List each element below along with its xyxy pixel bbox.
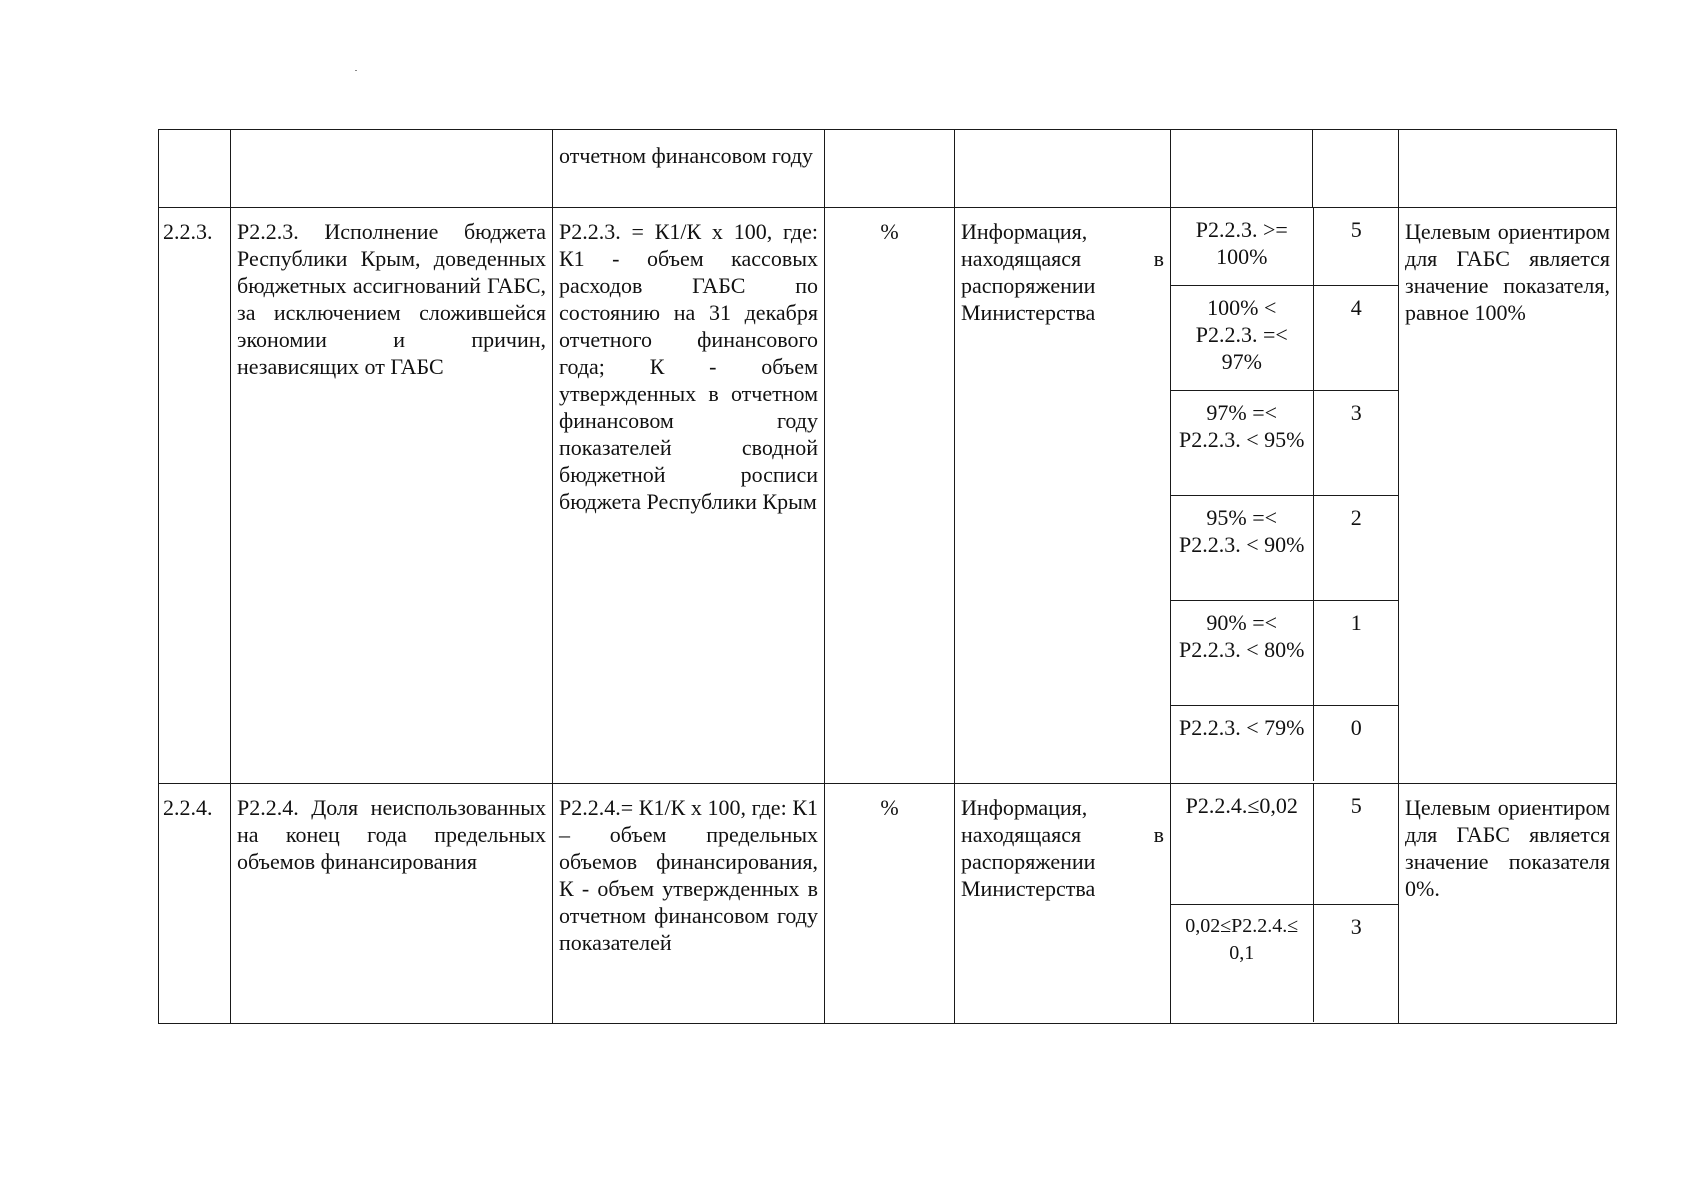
criteria-row <box>1171 495 1399 600</box>
criteria-condition: 90% =< Р2.2.3. < 80% <box>1171 600 1313 705</box>
target-cell <box>1399 784 1617 1024</box>
criteria-table <box>1171 208 1399 781</box>
criteria-cell <box>1171 784 1399 1024</box>
continuation-score-cell <box>1313 130 1399 208</box>
criteria-score: 0 <box>1350 714 1362 740</box>
criteria-score: 3 <box>1313 390 1399 495</box>
indicator-row <box>159 208 1617 784</box>
continuation-name-cell <box>231 130 553 208</box>
source-cell <box>955 208 1171 784</box>
row-number-cell <box>159 784 231 1024</box>
continuation-criteria-cell <box>1171 130 1313 208</box>
continuation-source-cell <box>955 130 1171 208</box>
continuation-num-cell <box>159 130 231 208</box>
criteria-row <box>1171 390 1399 495</box>
row-number-cell <box>159 208 231 784</box>
criteria-row <box>1171 208 1399 285</box>
continuation-unit-cell <box>825 130 955 208</box>
criteria-row <box>1171 705 1399 781</box>
criteria-row <box>1171 784 1399 904</box>
indicator-target: Целевым ориентиром для ГАБС является значение показателя, равное 100% <box>1405 219 1610 325</box>
indicator-name-cell <box>231 208 553 784</box>
indicator-name: Р2.2.4. Доля неиспользованных на конец года предельных объемов финансирования <box>237 795 546 874</box>
row-number: 2.2.4. <box>163 795 213 820</box>
criteria-condition: 95% =< Р2.2.3. < 90% <box>1171 495 1313 600</box>
source-cell <box>955 784 1171 1024</box>
continuation-row <box>159 130 1617 208</box>
continuation-formula-cell <box>553 130 825 208</box>
formula-cell <box>553 784 825 1024</box>
criteria-row <box>1171 285 1399 390</box>
indicator-unit: % <box>880 795 899 820</box>
indicator-formula: Р2.2.4.= К1/К х 100, где: К1 – объем предельных объемов финансирования, К - объем утвержденных в отчетном финансовом году показателей <box>559 795 818 955</box>
criteria-condition: 97% =< Р2.2.3. < 95% <box>1171 390 1313 495</box>
criteria-score: 5 <box>1313 208 1399 285</box>
indicator-name-cell <box>231 784 553 1024</box>
indicator-row <box>159 784 1617 1024</box>
criteria-condition: 100% < Р2.2.3. =< 97% <box>1171 285 1313 390</box>
criteria-row <box>1171 600 1399 705</box>
continuation-target-cell <box>1399 130 1617 208</box>
criteria-score: 2 <box>1313 495 1399 600</box>
criteria-condition: Р2.2.4.≤0,02 <box>1171 784 1313 904</box>
criteria-score: 1 <box>1313 600 1399 705</box>
criteria-cell <box>1171 208 1399 784</box>
criteria-score: 5 <box>1313 784 1399 904</box>
indicator-formula: Р2.2.3. = К1/К х 100, где: К1 - объем кассовых расходов ГАБС по состоянию на 31 декабря отчетного финансового года; К - объем утвержденных в отчетном финансовом году показателей сводной бюджетной росписи бюджета Республики Крым <box>559 219 818 514</box>
criteria-score: 3 <box>1350 913 1362 939</box>
indicator-unit: % <box>880 219 899 244</box>
continuation-formula-text: отчетном финансовом году <box>559 143 813 168</box>
indicator-source: Информация, находящаяся в распоряжении Министерства <box>961 219 1164 325</box>
indicator-name: Р2.2.3. Исполнение бюджета Республики Крым, доведенных бюджетных ассигнований ГАБС, за исключением сложившейся экономии и причин, независящих от ГАБС <box>237 219 546 379</box>
criteria-score: 4 <box>1313 285 1399 390</box>
criteria-row <box>1171 904 1399 1022</box>
criteria-condition: Р2.2.3. >= 100% <box>1171 208 1313 285</box>
indicator-target: Целевым ориентиром для ГАБС является значение показателя 0%. <box>1405 795 1610 901</box>
indicators-table <box>158 129 1617 1024</box>
unit-cell <box>825 784 955 1024</box>
indicator-source: Информация, находящаяся в распоряжении Министерства <box>961 795 1164 901</box>
criteria-table <box>1171 784 1399 1022</box>
unit-cell <box>825 208 955 784</box>
criteria-condition: 0,02≤Р2.2.4.≤ 0,1 <box>1171 904 1313 1022</box>
scan-speck <box>355 70 357 71</box>
criteria-condition: Р2.2.3. < 79% <box>1171 705 1313 781</box>
formula-cell <box>553 208 825 784</box>
row-number: 2.2.3. <box>163 219 213 244</box>
target-cell <box>1399 208 1617 784</box>
